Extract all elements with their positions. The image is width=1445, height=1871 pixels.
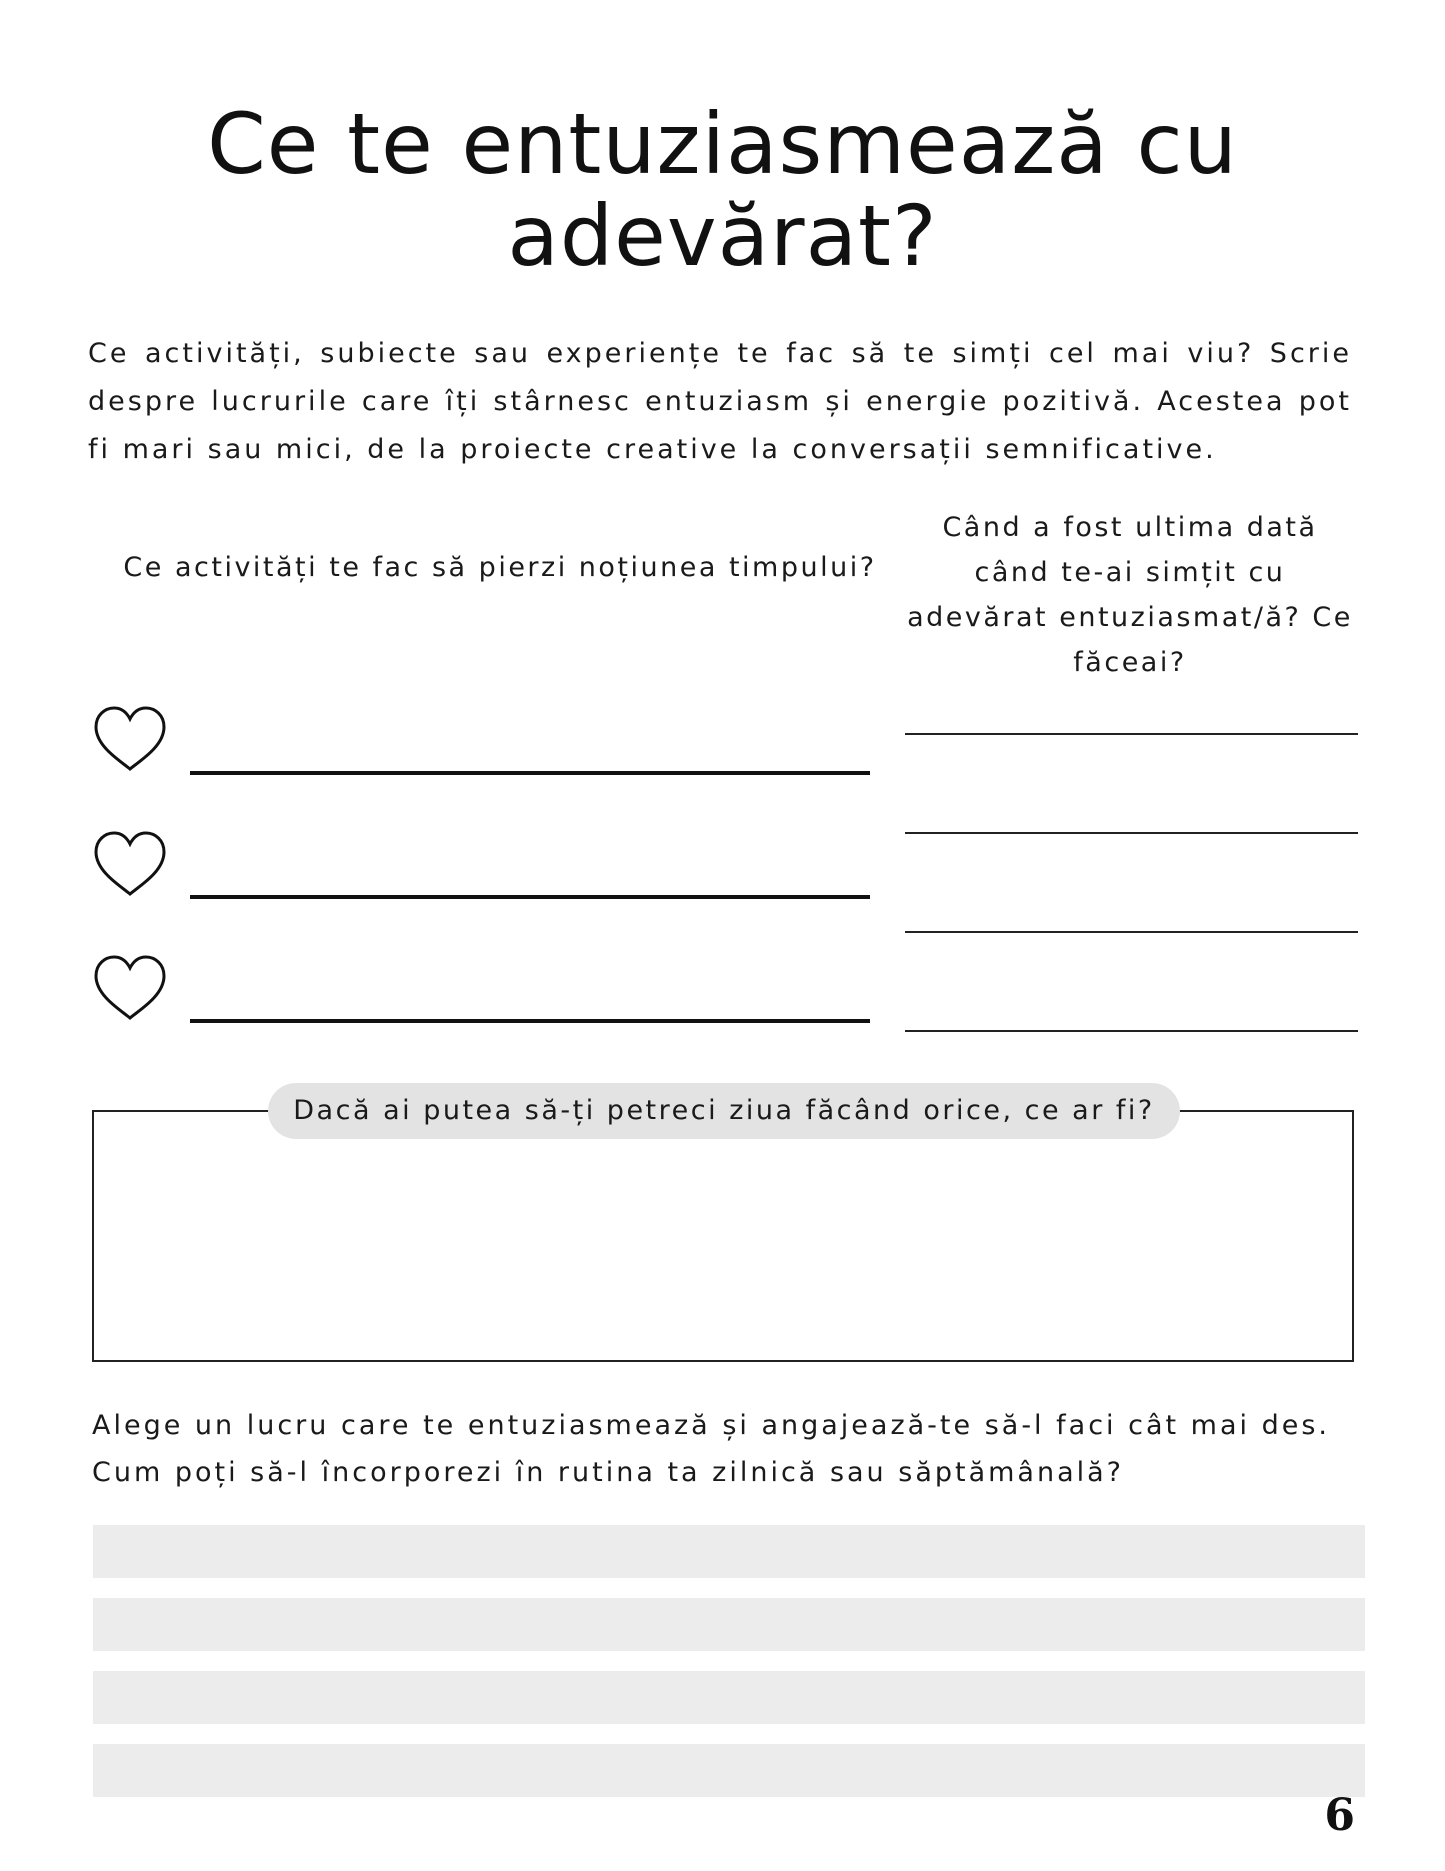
page-title: Ce te entuziasmează cu adevărat? xyxy=(207,95,1238,285)
answer-line-right-4[interactable] xyxy=(905,1030,1358,1032)
answer-line-left-1[interactable] xyxy=(190,771,870,775)
question-last-excited: Când a fost ultima dată când te-ai simțit cu adevărat entuziasmat/ă? Ce făceai? xyxy=(907,512,1353,678)
answer-line-right-3[interactable] xyxy=(905,931,1358,933)
ideal-day-prompt: Dacă ai putea să-ți petreci ziua făcând orice, ce ar fi? xyxy=(268,1083,1180,1139)
answer-line-left-2[interactable] xyxy=(190,895,870,899)
writing-bar-1[interactable] xyxy=(93,1525,1365,1578)
answer-line-right-1[interactable] xyxy=(905,733,1358,735)
question-lose-track-of-time: Ce activități te fac să pierzi noțiunea timpului? xyxy=(123,552,877,583)
ideal-day-answer-box[interactable] xyxy=(92,1110,1354,1362)
writing-bar-3[interactable] xyxy=(93,1671,1365,1724)
heart-icon xyxy=(92,830,168,900)
closing-prompt: Alege un lucru care te entuziasmează și angajează-te să-l faci cât mai des. Cum poți să-l încorporezi în rutina ta zilnică sau săptămânală? xyxy=(92,1410,1331,1488)
heart-icon xyxy=(92,705,168,775)
writing-bar-2[interactable] xyxy=(93,1598,1365,1651)
answer-line-left-3[interactable] xyxy=(190,1019,870,1023)
writing-bar-4[interactable] xyxy=(93,1744,1365,1797)
heart-icon xyxy=(92,954,168,1024)
intro-paragraph: Ce activități, subiecte sau experiențe te fac să te simți cel mai viu? Scrie despre lucrurile care îți stârnesc entuziasm și energie pozitivă. Acestea pot fi mari sau mici, de la proiecte creative la conversații semnificative. xyxy=(88,338,1352,465)
page-number: 6 xyxy=(1324,1790,1355,1841)
answer-line-right-2[interactable] xyxy=(905,832,1358,834)
